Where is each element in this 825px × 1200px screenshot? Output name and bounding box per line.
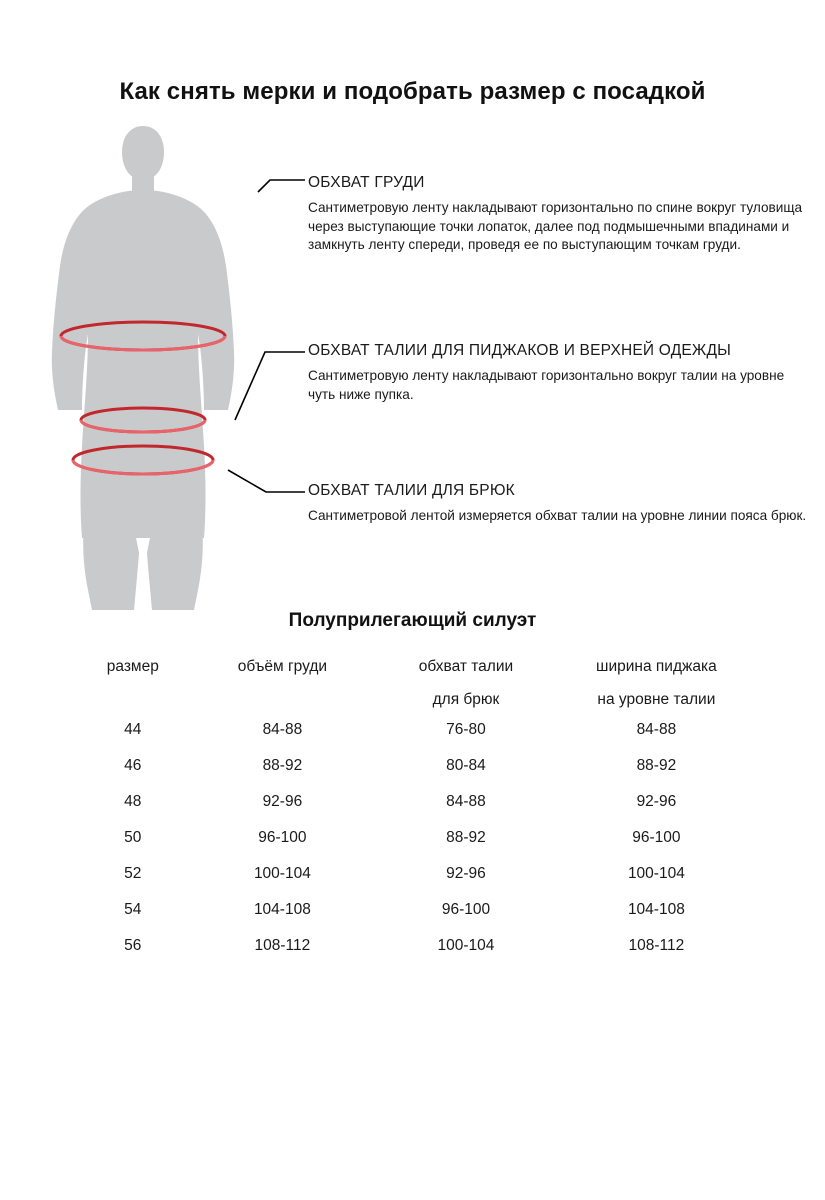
callout-chest (308, 174, 808, 255)
callout-waist-jacket-body: Сантиметровую ленту накладывают горизонтально вокруг талии на уровне чуть ниже пупка. (308, 368, 785, 402)
table-header-size-line2 (75, 676, 191, 691)
table-header-jacket-width-line1: ширина пиджака (596, 658, 717, 675)
table-header-size-line1: размер (106, 658, 159, 675)
page-title: Как снять мерки и подобрать размер с посадкой (119, 78, 706, 105)
cell-jacket-width: 84-88 (636, 721, 677, 738)
table-row (75, 819, 755, 855)
size-table-title: Полуприлегающий силуэт (288, 610, 537, 631)
cell-size: 54 (124, 901, 142, 918)
cell-chest: 108-112 (254, 937, 311, 954)
cell-waist: 92-96 (446, 865, 486, 882)
table-row (75, 855, 755, 891)
cell-chest: 84-88 (262, 721, 303, 738)
body-figure-svg (20, 120, 310, 610)
table-row (75, 783, 755, 819)
cell-size: 48 (124, 793, 142, 810)
table-row (75, 747, 755, 783)
table-header-chest-line2 (191, 676, 375, 691)
table-header-row (75, 658, 755, 711)
cell-chest: 88-92 (262, 757, 303, 774)
table-row (75, 891, 755, 927)
cell-chest: 100-104 (253, 865, 311, 882)
table-header-waist-line2: для брюк (432, 691, 500, 708)
cell-chest: 96-100 (258, 829, 307, 846)
callout-chest-body: Сантиметровую ленту накладывают горизонтально по спине вокруг туловища через выступающие точки лопаток, далее под подмышечными впадинами и замкнуть ленту спереди, проведя ее по выступающим точкам груди. (308, 200, 803, 252)
table-header-chest (191, 658, 375, 711)
callout-waist-trousers-body: Сантиметровой лентой измеряется обхват талии на уровне линии пояса брюк. (308, 508, 807, 523)
cell-chest: 92-96 (262, 793, 303, 810)
cell-size: 52 (124, 865, 142, 882)
table-header-jacket-width (558, 658, 755, 711)
callout-chest-title: ОБХВАТ ГРУДИ (308, 174, 425, 191)
table-header-waist (374, 658, 558, 711)
cell-size: 56 (124, 937, 142, 954)
callout-waist-jacket-title: ОБХВАТ ТАЛИИ ДЛЯ ПИДЖАКОВ И ВЕРХНЕЙ ОДЕЖДЫ (308, 342, 732, 359)
callout-waist-trousers (308, 482, 808, 526)
body-silhouette (52, 126, 234, 610)
cell-waist: 76-80 (446, 721, 486, 738)
callout-waist-jacket (308, 342, 808, 404)
cell-chest: 104-108 (253, 901, 311, 918)
cell-jacket-width: 104-108 (627, 901, 685, 918)
cell-size: 44 (124, 721, 142, 738)
cell-size: 46 (124, 757, 142, 774)
table-header-size (75, 658, 191, 711)
cell-jacket-width: 92-96 (636, 793, 677, 810)
cell-waist: 80-84 (446, 757, 486, 774)
cell-size: 50 (124, 829, 142, 846)
table-row (75, 927, 755, 963)
size-table (75, 658, 755, 963)
body-figure (20, 120, 310, 610)
cell-jacket-width: 96-100 (632, 829, 681, 846)
cell-jacket-width: 88-92 (636, 757, 677, 774)
table-header-jacket-width-line2: на уровне талии (597, 691, 716, 708)
table-header-waist-line1: обхват талии (418, 658, 514, 675)
cell-waist: 100-104 (437, 937, 495, 954)
cell-jacket-width: 100-104 (627, 865, 685, 882)
table-row (75, 711, 755, 747)
cell-waist: 96-100 (441, 901, 491, 918)
cell-waist: 88-92 (446, 829, 486, 846)
callout-waist-trousers-title: ОБХВАТ ТАЛИИ ДЛЯ БРЮК (308, 482, 515, 499)
cell-jacket-width: 108-112 (628, 937, 685, 954)
table-header-chest-line1: объём груди (237, 658, 328, 675)
cell-waist: 84-88 (446, 793, 486, 810)
